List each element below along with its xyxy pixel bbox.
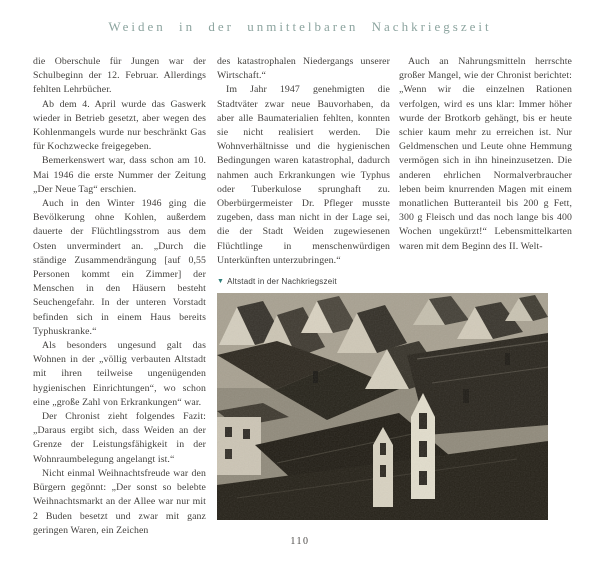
text-column-2 — [217, 55, 390, 268]
altstadt-rooftops-photo — [217, 293, 548, 520]
paragraph: des katastrophalen Niedergangs unserer Wirtschaft.“ — [217, 56, 390, 82]
caption-triangle-icon: ▼ — [217, 278, 225, 285]
paragraph: Als besonders ungesund galt das Wohnen in der „völlig verbauten Altstadt mit ihren teilweise ungenügenden hygienischen Einrichtungen“, wo schon eine „große Zahl von Erkrankungen“ war. — [33, 340, 206, 408]
text-column-1 — [33, 55, 206, 538]
text-column-3 — [399, 55, 572, 254]
page-number: 110 — [290, 536, 310, 547]
paragraph: Auch an Nahrungsmitteln herrschte großer Mangel, wie der Chronist berichtet: „Wenn wir die einzelnen Rationen verfolgen, wird es uns klar: Immer höher wurde der Brotkorb gehängt, bis er heute schier kaum mehr zu erreichen ist. Nur Geldmenschen und Leute ohne Hemmung vermögen sich in ihn hineinzusetzen. Die anderen ehrlichen Normalverbraucher leben beim knurrenden Magen mit einem monatlichen Butteranteil bis 200 g Fett, 300 g Fleisch und das noch lange bis 400 Wochen ungekürzt!“ Lebensmittelkarten waren mit dem Beginn des II. Welt- — [399, 56, 572, 252]
paragraph: Auch in den Winter 1946 ging die Bevölkerung ohne Kohlen, außerdem dauerte der Flüchtlingsstrom aus dem Osten unvermindert an. „Durch die ständige Zusammendrängung [auf 0,55 Personen kommt ein Zimmer] der Menschen in den Häusern besteht Seuchengefahr. In der unteren Vorstadt befinden sich in einem Haus bereits Typhuskranke.“ — [33, 198, 206, 337]
photo-caption-text: Altstadt in der Nachkriegszeit — [227, 277, 337, 286]
paragraph: Nicht einmal Weihnachtsfreude war den Bürgern gegönnt: „Der sonst so belebte Weihnachtsmarkt an der Allee war nur mit 2 Buden besetzt und zwar mit ganz geringen Waren, ein Zeichen — [33, 467, 206, 536]
paragraph: Der Chronist zieht folgendes Fazit: „Daraus ergibt sich, dass Weiden an der Grenze der Leistungsfähigkeit in der Wohnraumbelegung angelangt ist.“ — [33, 411, 206, 465]
paragraph: Ab dem 4. April wurde das Gaswerk wieder in Betrieb gesetzt, aber wegen des Kohlenmangels wurde nur beschränkt Gas für Kochzwecke freigegeben. — [33, 98, 206, 153]
paragraph: Bemerkenswert war, dass schon am 10. Mai 1946 die erste Nummer der Zeitung „Der Neue Tag“ erschien. — [33, 155, 206, 195]
photo-figure — [217, 277, 548, 520]
paragraph: die Oberschule für Jungen war der Schulbeginn der 12. Februar. Allerdings fehlten Lehrbücher. — [33, 56, 206, 96]
photo-caption — [217, 277, 548, 286]
paragraph: Im Jahr 1947 genehmigten die Stadtväter zwar neue Bauvorhaben, da aber alle Baumaterialien fehlten, konnten sie nicht realisiert werden. Die Wohnverhältnisse und die hygienischen Bedingungen waren katastrophal, dadurch nahmen auch Erkrankungen wie Typhus oder Tuberkulose sprunghaft zu. Oberbürgermeister Dr. Pfleger musste zugeben, dass man nicht in der Lage sei, die der Stadt Weiden zugewiesenen Flüchtlinge in menschenwürdigen Unterkünften unterzubringen.“ — [217, 84, 390, 266]
page-title: Weiden in der unmittelbaren Nachkriegszeit — [108, 19, 492, 34]
